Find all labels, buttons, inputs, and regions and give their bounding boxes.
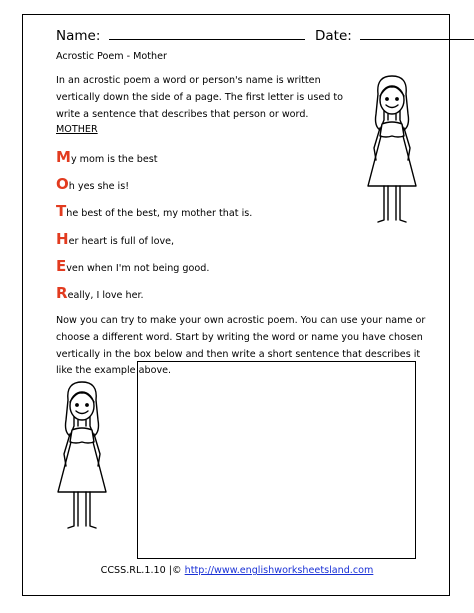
girl-illustration-icon bbox=[354, 74, 430, 224]
website-link[interactable]: http://www.englishworksheetsland.com bbox=[184, 565, 374, 576]
name-date-header bbox=[56, 27, 474, 44]
intro-paragraph: In an acrostic poem a word or person's name is written vertically down the side of a page. The first letter is used to write a sentence that describes that person or word. bbox=[56, 75, 344, 120]
poem-line-letter: H bbox=[56, 230, 69, 248]
poem-line bbox=[56, 230, 174, 248]
date-blank[interactable] bbox=[360, 27, 474, 40]
poem-line bbox=[56, 175, 129, 193]
poem-line-letter: O bbox=[56, 175, 69, 193]
poem-line-letter: T bbox=[56, 202, 67, 220]
name-label: Name: bbox=[56, 28, 101, 44]
name-blank[interactable] bbox=[109, 27, 305, 40]
poem-line-text: y mom is the best bbox=[70, 154, 158, 165]
footer bbox=[0, 565, 474, 576]
poem-line-letter: M bbox=[56, 148, 71, 166]
poem-line bbox=[56, 202, 252, 220]
instructions-paragraph: Now you can try to make your own acrostic poem. You can use your name or choose a different word. Start by writing the word or name you have chosen vertically in the box below and then write a short sentence that describes it like the example above. bbox=[56, 315, 426, 377]
footer-standard: CCSS.RL.1.10 |© bbox=[100, 565, 185, 576]
poem-line-letter: R bbox=[56, 284, 68, 302]
poem-line bbox=[56, 284, 144, 302]
poem-line-text: eally, I love her. bbox=[67, 290, 144, 301]
poem-line-text: ven when I'm not being good. bbox=[66, 263, 210, 274]
poem-line-text: er heart is full of love, bbox=[68, 236, 175, 247]
poem-line-letter: E bbox=[56, 257, 67, 275]
poem-line bbox=[56, 148, 158, 166]
poem-line-text: h yes she is! bbox=[68, 181, 130, 192]
poem-line bbox=[56, 257, 209, 275]
poem-line-text: he best of the best, my mother that is. bbox=[66, 208, 253, 219]
girl-illustration-icon bbox=[44, 380, 120, 530]
date-label: Date: bbox=[314, 28, 352, 44]
worksheet-title: Acrostic Poem - Mother bbox=[56, 51, 167, 62]
answer-box[interactable] bbox=[137, 361, 416, 559]
poem-word: MOTHER bbox=[56, 124, 98, 135]
